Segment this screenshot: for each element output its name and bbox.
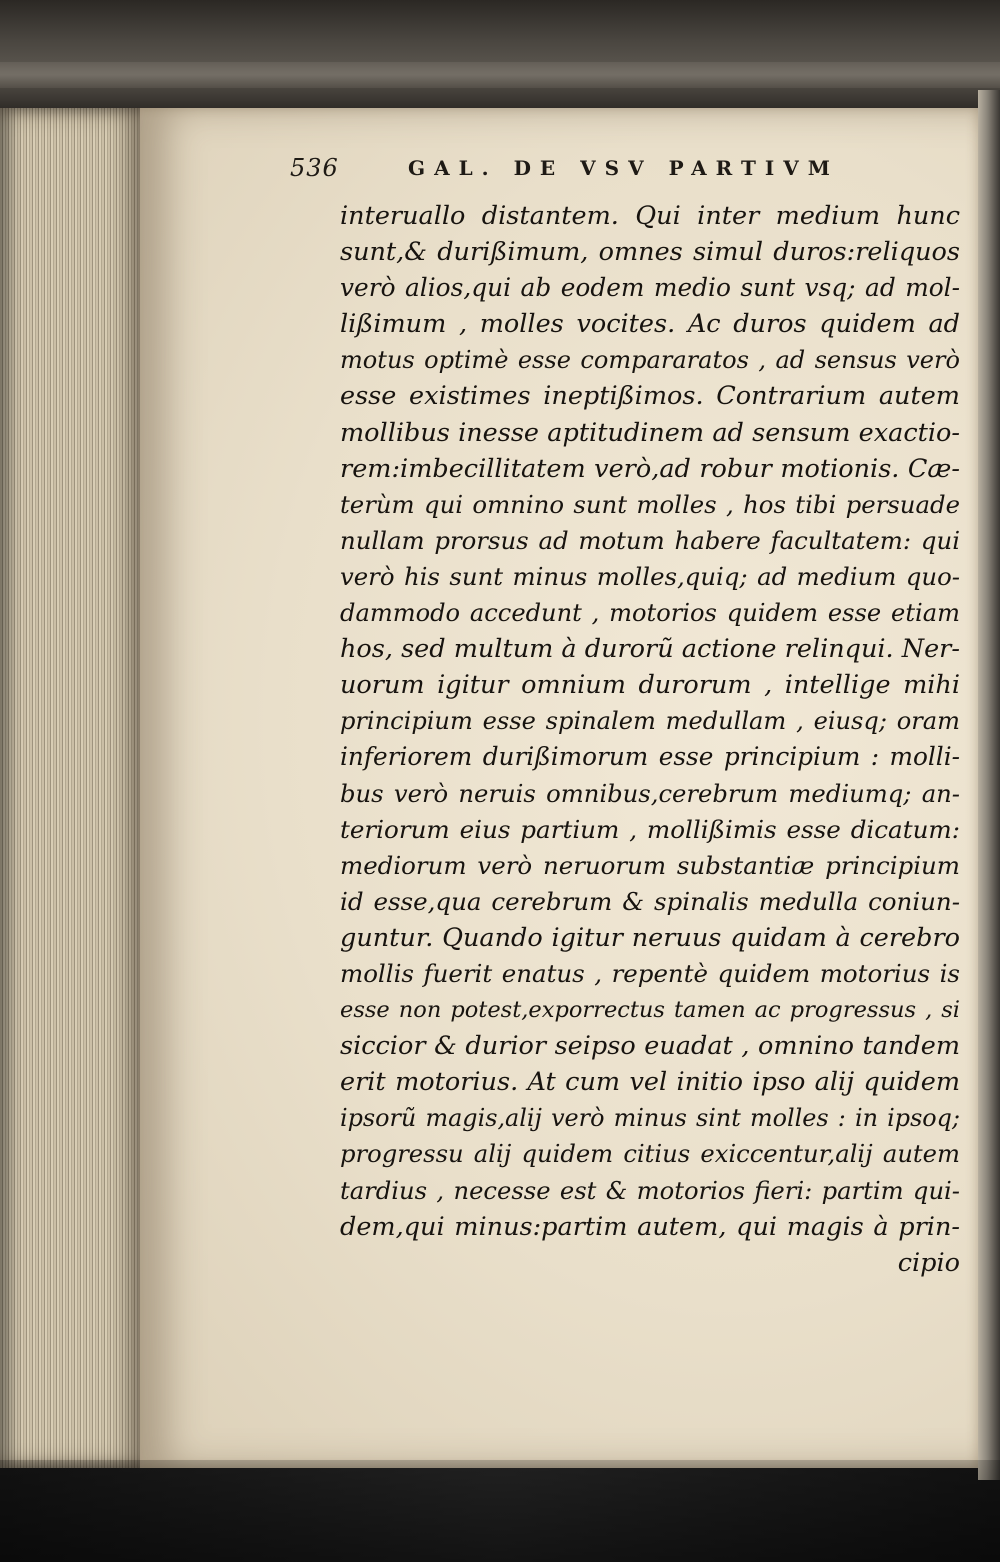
text-line: tardius , necesse est & motorios fieri: partim qui- xyxy=(340,1175,960,1205)
text-line: lißimum , molles vocites. Ac duros quidem ad xyxy=(340,309,960,340)
spine-band xyxy=(0,62,1000,88)
text-line: esse non potest,exporrectus tamen ac progressus , si xyxy=(340,997,960,1024)
text-line: verò alios,qui ab eodem medio sunt vsq; ad mol- xyxy=(340,273,960,303)
text-line: rem:imbecillitatem verò,ad robur motionis. Cæ- xyxy=(340,453,960,484)
running-head: GAL. DE VSV PARTIVM xyxy=(408,156,839,180)
page-block-edges xyxy=(0,108,150,1468)
text-line: verò his sunt minus molles,quiq; ad medium quo- xyxy=(340,561,960,591)
text-line: progressu alij quidem citius exiccentur,alij autem xyxy=(340,1139,960,1169)
text-line: dem,qui minus:partim autem, qui magis à prin- xyxy=(340,1211,960,1242)
text-line: nullam prorsus ad motum habere facultatem: qui xyxy=(340,525,960,555)
catchword: cipio xyxy=(897,1247,960,1278)
body-text xyxy=(340,198,960,1281)
text-line: mediorum verò neruorum substantiæ principium xyxy=(340,850,960,880)
background-shadow xyxy=(0,1460,1000,1562)
text-line: sunt,& durißimum, omnes simul duros:reliquos xyxy=(340,237,960,268)
text-line: motus optimè esse compararatos , ad sensus verò xyxy=(340,346,960,375)
text-line: guntur. Quando igitur neruus quidam à cerebro xyxy=(340,922,960,953)
text-line: teriorum eius partium , mollißimis esse dicatum: xyxy=(340,814,960,844)
text-line: dammodo accedunt , motorios quidem esse etiam xyxy=(340,599,960,628)
text-line: erit motorius. At cum vel initio ipso alij quidem xyxy=(340,1067,960,1098)
text-line: id esse,qua cerebrum & spinalis medulla coniun- xyxy=(340,886,960,916)
page-fore-edge xyxy=(978,90,1000,1480)
page-header xyxy=(290,150,930,190)
text-line: ipsorũ magis,alij verò minus sint molles : in ipsoq; xyxy=(340,1104,960,1133)
text-line: mollis fuerit enatus , repentè quidem motorius is xyxy=(340,958,960,988)
text-line: terùm qui omnino sunt molles , hos tibi persuade xyxy=(340,489,960,519)
text-line: inferiorem durißimorum esse principium : molli- xyxy=(340,742,960,772)
page-number: 536 xyxy=(290,154,339,182)
text-line: mollibus inesse aptitudinem ad sensum exactio- xyxy=(340,417,960,448)
text-line: interuallo distantem. Qui inter medium hunc xyxy=(340,201,960,231)
text-line: hos, sed multum à durorũ actione relinqui. Ner- xyxy=(340,634,960,665)
text-line: siccior & durior seipso euadat , omnino tandem xyxy=(340,1031,960,1062)
text-line: bus verò neruis omnibus,cerebrum mediumq; an- xyxy=(340,778,960,808)
text-line: uorum igitur omnium durorum , intellige mihi xyxy=(340,670,960,701)
text-line: principium esse spinalem medullam , eiusq; oram xyxy=(340,707,960,736)
text-line: esse existimes ineptißimos. Contrarium autem xyxy=(340,381,960,412)
book-spine xyxy=(0,0,1000,118)
